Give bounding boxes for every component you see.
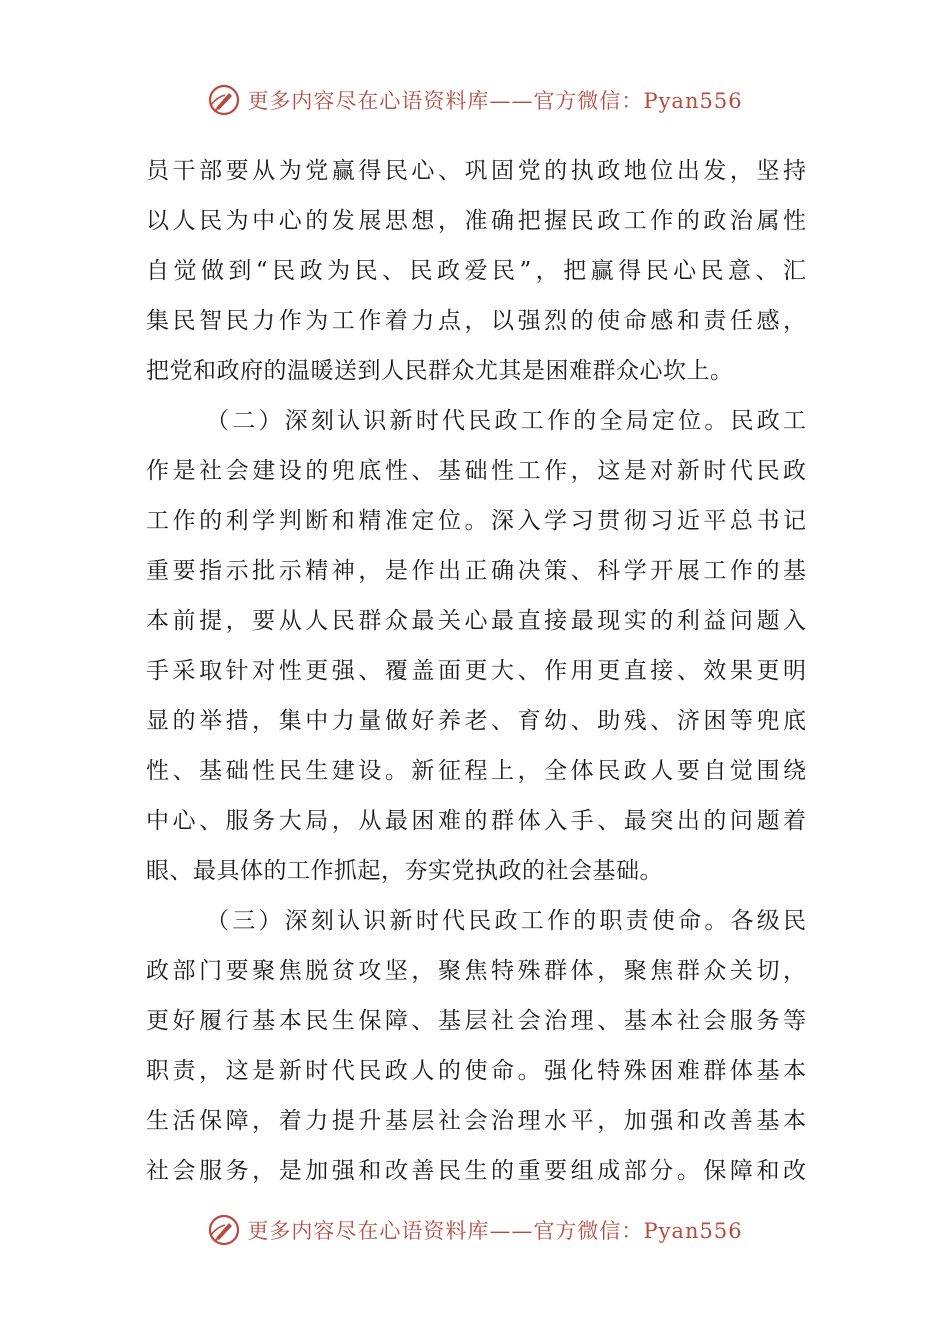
text-line: 作是社会建设的兜底性、基础性工作，这是对新时代民政 [146,458,806,484]
text-line: 中心、服务大局，从最困难的群体入手、最突出的问题着 [146,808,806,834]
footer-banner-text [247,1215,742,1245]
header-site-text: 更多内容尽在心语资料库 [247,89,490,113]
text-line: 眼、最具体的工作抓起，夯实党执政的社会基础。 [146,858,663,884]
footer-banner [0,1210,950,1250]
header-wechat-id: Pyan556 [643,89,743,113]
text-line: 生活保障，着力提升基层社会治理水平，加强和改善基本 [146,1108,806,1134]
pen-logo-icon [207,83,241,117]
paragraph-heading-2: （二）深刻认识新时代民政工作的全局定位。民政工 [206,408,806,434]
paragraph-heading-3: （三）深刻认识新时代民政工作的职责使命。各级民 [206,908,806,934]
text-line: 更好履行基本民生保障、基层社会治理、基本社会服务等 [146,1008,806,1034]
text-line: 性、基础性民生建设。新征程上，全体民政人要自觉围绕 [146,758,806,784]
text-line: 以人民为中心的发展思想，准确把握民政工作的政治属性 [146,208,806,234]
header-dash: —— [489,89,534,113]
text-line: 显的举措，集中力量做好养老、育幼、助残、济困等兜底 [146,708,806,734]
pen-logo-icon [207,1213,241,1247]
footer-dash: —— [489,1219,534,1243]
text-line: 把党和政府的温暖送到人民群众尤其是困难群众心坎上。 [146,358,734,384]
document-body [146,146,806,1196]
text-line: 手采取针对性更强、覆盖面更大、作用更直接、效果更明 [146,658,806,684]
header-banner-text [247,85,742,115]
text-line: 重要指示批示精神，是作出正确决策、科学开展工作的基 [146,558,806,584]
text-line: 本前提，要从人民群众最关心最直接最现实的利益问题入 [146,608,806,634]
text-line: 政部门要聚焦脱贫攻坚，聚焦特殊群体，聚焦群众关切， [146,958,806,984]
header-banner [0,80,950,120]
footer-wechat-id: Pyan556 [643,1219,743,1243]
footer-wechat-label: 官方微信： [533,1219,644,1243]
text-line: 集民智民力作为工作着力点，以强烈的使命感和责任感， [146,308,806,334]
text-line: 职责，这是新时代民政人的使命。强化特殊困难群体基本 [146,1058,806,1084]
footer-site-text: 更多内容尽在心语资料库 [247,1219,490,1243]
text-line: 工作的利学判断和精准定位。深入学习贯彻习近平总书记 [146,508,806,534]
text-line: 员干部要从为党赢得民心、巩固党的执政地位出发，坚持 [146,158,806,184]
header-wechat-label: 官方微信： [533,89,644,113]
text-line: 社会服务，是加强和改善民生的重要组成部分。保障和改 [146,1158,806,1184]
text-line: 自觉做到“民政为民、民政爱民”，把赢得民心民意、汇 [146,258,806,284]
